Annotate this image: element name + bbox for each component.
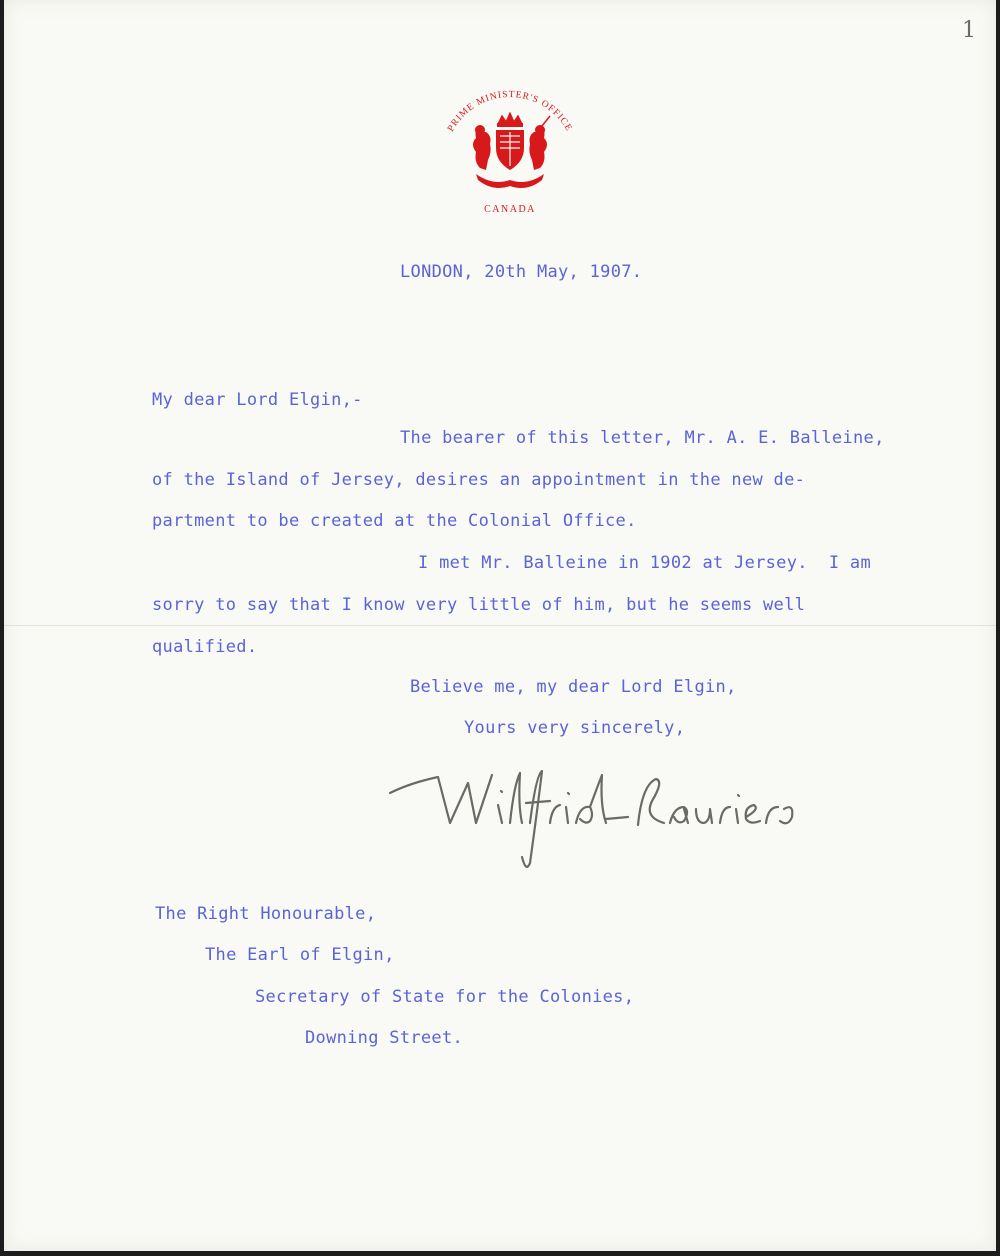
- handwritten-signature: [380, 745, 860, 880]
- coat-of-arms-icon: [473, 112, 550, 188]
- letterhead-crest: [430, 90, 590, 220]
- addressee-line: The Earl of Elgin,: [205, 945, 395, 965]
- body-line: sorry to say that I know very little of him, but he seems well: [152, 595, 806, 615]
- salutation: My dear Lord Elgin,-: [152, 390, 363, 410]
- addressee-line: Downing Street.: [305, 1028, 464, 1048]
- closing-line-2: Yours very sincerely,: [464, 718, 686, 738]
- body-line: of the Island of Jersey, desires an appointment in the new de-: [152, 470, 806, 490]
- page-number: 1: [962, 18, 976, 43]
- body-line: I met Mr. Balleine in 1902 at Jersey. I am: [418, 553, 871, 573]
- addressee-line: Secretary of State for the Colonies,: [255, 987, 635, 1007]
- addressee-line: The Right Honourable,: [155, 904, 377, 924]
- letterhead-ring-text: PRIME MINISTER'S OFFICE: [446, 90, 574, 134]
- closing-line-1: Believe me, my dear Lord Elgin,: [410, 677, 737, 697]
- paper-fold-line: [4, 625, 996, 626]
- body-line: The bearer of this letter, Mr. A. E. Balleine,: [400, 428, 885, 448]
- letterhead-country: CANADA: [484, 204, 536, 215]
- date-line: LONDON, 20th May, 1907.: [400, 262, 643, 282]
- body-line: qualified.: [152, 637, 258, 657]
- body-line: partment to be created at the Colonial Office.: [152, 511, 637, 531]
